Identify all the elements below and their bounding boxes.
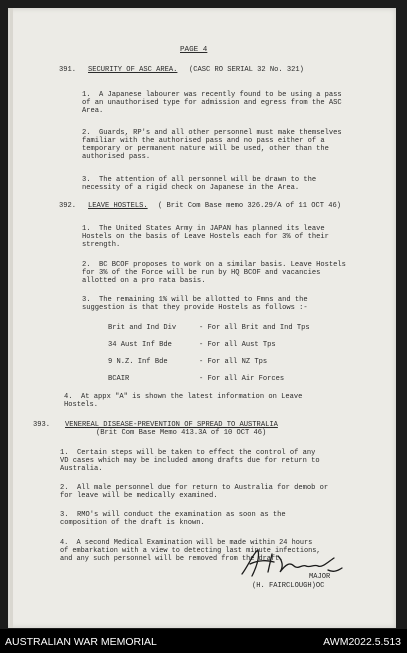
section-392-reference: ( Brit Com Base memo 326.29/A of 11 OCT 46) <box>158 202 342 210</box>
section-391-para-1-line-2: of an unauthorised type for admission and egress from the ASC <box>82 99 342 107</box>
section-392-para-1-line-3: strength. <box>82 241 121 249</box>
hostel-for-3: - For all NZ Tps <box>199 358 268 366</box>
section-392-title: LEAVE HOSTELS. <box>88 202 148 210</box>
section-392-para-4-line-1: 4. At appx "A" is shown the latest information on Leave <box>64 393 303 401</box>
archive-institution: AUSTRALIAN WAR MEMORIAL <box>5 636 157 648</box>
signatory-rank: MAJOR <box>309 573 331 581</box>
section-393-para-4-line-1: 4. A second Medical Examination will be made within 24 hours <box>60 539 313 547</box>
section-393-number: 393. <box>33 421 51 429</box>
section-391-para-2-line-4: authorised pass. <box>82 153 151 161</box>
hostel-unit-4: BCAIR <box>108 375 130 383</box>
handwritten-signature <box>238 546 348 580</box>
section-391-para-2-line-1: 2. Guards, RP's and all other personnel must make themselves <box>82 129 342 137</box>
section-393-title: VENEREAL DISEASE-PREVENTION OF SPREAD TO AUSTRALIA <box>65 421 278 429</box>
section-393-para-3-line-1: 3. RMO's will conduct the examination as soon as the <box>60 511 286 519</box>
section-393-para-3-line-2: composition of the draft is known. <box>60 519 205 527</box>
section-392-para-1-line-1: 1. The United States Army in JAPAN has planned its leave <box>82 225 325 233</box>
hostel-unit-3: 9 N.Z. Inf Bde <box>108 358 168 366</box>
archive-accession-number: AWM2022.5.513 <box>323 636 401 648</box>
section-391-number: 391. <box>59 66 77 74</box>
page-header: PAGE 4 <box>180 46 208 54</box>
hostel-unit-2: 34 Aust Inf Bde <box>108 341 172 349</box>
document-page <box>8 8 396 628</box>
section-391-para-2-line-3: temporary or permanent nature will be used, other than the <box>82 145 329 153</box>
section-391-para-3-line-2: necessity of a rigid check on Japanese in the Area. <box>82 184 300 192</box>
section-391-para-2-line-2: familiar with the authorised pass and no pass either of a <box>82 137 325 145</box>
section-392-para-3-line-2: suggestion is that they provide Hostels as follows :- <box>82 304 308 312</box>
hostel-for-1: - For all Brit and Ind Tps <box>199 324 310 332</box>
section-393-reference: (Brit Com Base Memo 413.3A of 10 OCT 46) <box>96 429 267 437</box>
hostel-unit-1: Brit and Ind Div <box>108 324 177 332</box>
section-392-para-2-line-1: 2. BC BCOF proposes to work on a similar basis. Leave Hostels <box>82 261 346 269</box>
section-391-para-3-line-1: 3. The attention of all personnel will be drawn to the <box>82 176 317 184</box>
signatory-name: (H. FAIRCLOUGH)OC <box>252 582 325 590</box>
section-392-para-3-line-1: 3. The remaining 1% will be allotted to Fmns and the <box>82 296 308 304</box>
section-391-para-1-line-1: 1. A Japanese labourer was recently found to be using a pass <box>82 91 342 99</box>
archive-footer-bar <box>0 629 407 653</box>
section-393-para-4-line-2: of embarkation with a view to detecting last minute infections, <box>60 547 321 555</box>
section-393-para-1-line-1: 1. Certain steps will be taken to effect the control of any <box>60 449 316 457</box>
section-392-para-2-line-2: for 3% of the Force will be run by HQ BCOF and vacancies <box>82 269 321 277</box>
section-392-para-2-line-3: allotted on a pro rata basis. <box>82 277 206 285</box>
section-393-para-1-line-3: Australia. <box>60 465 103 473</box>
section-392-number: 392. <box>59 202 77 210</box>
hostel-for-4: - For all Air Forces <box>199 375 285 383</box>
section-392-para-1-line-2: Hostels on the basis of Leave Hostels each for 3% of their <box>82 233 329 241</box>
hostel-for-2: - For all Aust Tps <box>199 341 276 349</box>
section-393-para-4-line-3: and any such personnel will be removed from the draft. <box>60 555 284 563</box>
section-393-para-2-line-2: for leave will be medically examined. <box>60 492 218 500</box>
section-391-reference: (CASC RO SERIAL 32 No. 321) <box>189 66 304 74</box>
section-392-para-4-line-2: Hostels. <box>64 401 99 409</box>
section-393-para-1-line-2: VD cases which may be included among drafts due for return to <box>60 457 320 465</box>
section-393-para-2-line-1: 2. All male personnel due for return to Australia for demob or <box>60 484 329 492</box>
section-391-title: SECURITY OF ASC AREA. <box>88 66 178 74</box>
section-391-para-1-line-3: Area. <box>82 107 104 115</box>
